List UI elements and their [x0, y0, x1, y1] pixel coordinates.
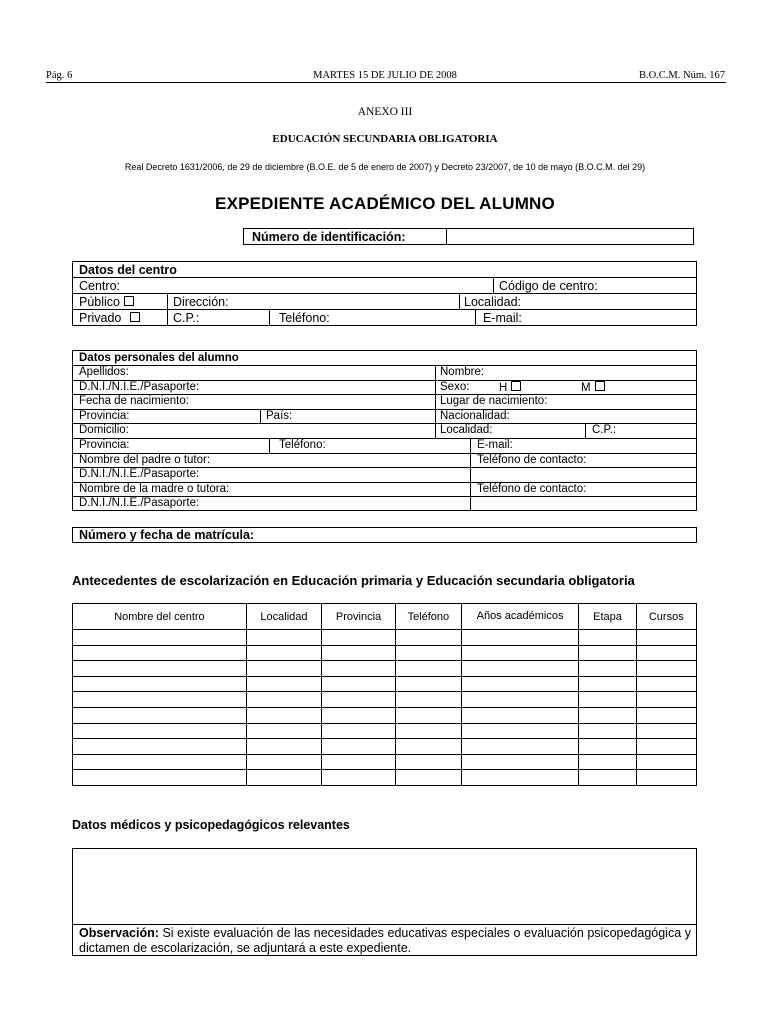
table-cell[interactable]: [246, 645, 321, 661]
table-cell[interactable]: [461, 676, 579, 692]
table-cell[interactable]: [461, 723, 579, 739]
antecedentes-table: [72, 603, 697, 786]
fecha-nacimiento-label: Fecha de nacimiento:: [79, 395, 189, 407]
col-telefono: Teléfono: [396, 604, 462, 630]
madre-telefono-label: Teléfono de contacto:: [477, 482, 587, 495]
alumno-telefono-label: Teléfono:: [279, 439, 326, 451]
provincia-domicilio-label: Provincia:: [79, 439, 130, 451]
centro-section: [72, 261, 697, 326]
table-cell[interactable]: [246, 707, 321, 723]
table-cell[interactable]: [636, 630, 696, 646]
matricula-box[interactable]: [72, 527, 697, 543]
pais-label: País:: [266, 409, 293, 422]
table-cell[interactable]: [579, 676, 636, 692]
observacion-label: Observación:: [79, 926, 159, 940]
publico-label: Público: [79, 295, 120, 309]
table-row: [73, 676, 697, 692]
table-cell[interactable]: [461, 645, 579, 661]
table-cell[interactable]: [246, 739, 321, 755]
table-cell[interactable]: [461, 692, 579, 708]
medicos-heading: Datos médicos y psicopedagógicos relevantes: [72, 818, 350, 832]
table-cell[interactable]: [396, 770, 462, 786]
table-cell[interactable]: [322, 630, 396, 646]
table-row: [73, 661, 697, 677]
medicos-field[interactable]: [73, 849, 696, 924]
nacionalidad-label: Nacionalidad:: [440, 409, 510, 422]
table-cell[interactable]: [322, 692, 396, 708]
centro-heading: Datos del centro: [79, 263, 177, 277]
bulletin-number: B.O.C.M. Núm. 167: [638, 70, 725, 81]
madre-label: Nombre de la madre o tutora:: [79, 482, 230, 495]
padre-label: Nombre del padre o tutor:: [79, 453, 211, 466]
subject-title: EDUCACIÓN SECUNDARIA OBLIGATORIA: [272, 133, 498, 145]
table-row: [73, 707, 697, 723]
table-cell[interactable]: [246, 692, 321, 708]
padre-telefono-label: Teléfono de contacto:: [477, 453, 587, 466]
codigo-centro-label: Código de centro:: [499, 279, 598, 293]
centro-label: Centro:: [79, 279, 120, 293]
table-row: [73, 770, 697, 786]
table-cell[interactable]: [73, 630, 247, 646]
table-cell[interactable]: [73, 645, 247, 661]
table-cell[interactable]: [636, 739, 696, 755]
table-cell[interactable]: [396, 676, 462, 692]
alumno-localidad-label: Localidad:: [440, 424, 493, 436]
page-number: Pág. 6: [46, 70, 73, 81]
alumno-email-label: E-mail:: [477, 439, 513, 451]
table-cell[interactable]: [461, 630, 579, 646]
table-cell[interactable]: [322, 707, 396, 723]
sexo-h-label: H: [499, 381, 508, 394]
table-cell[interactable]: [636, 770, 696, 786]
table-cell[interactable]: [396, 723, 462, 739]
table-cell[interactable]: [246, 770, 321, 786]
observacion-text: Si existe evaluación de las necesidades educativas especiales o evaluación psicopedagógica y dictamen de escolarización, se adjuntará a este expediente.: [79, 926, 691, 955]
table-cell[interactable]: [636, 723, 696, 739]
table-cell[interactable]: [396, 707, 462, 723]
col-anos-academicos: Años académicos: [461, 604, 579, 630]
table-cell[interactable]: [396, 645, 462, 661]
table-cell[interactable]: [636, 754, 696, 770]
table-cell[interactable]: [636, 707, 696, 723]
table-row: [73, 692, 697, 708]
table-cell[interactable]: [246, 661, 321, 677]
observacion-note: [79, 926, 691, 956]
table-row: [73, 645, 697, 661]
header-rule: [46, 82, 726, 83]
lugar-nacimiento-label: Lugar de nacimiento:: [440, 395, 548, 407]
table-cell[interactable]: [322, 723, 396, 739]
direccion-label: Dirección:: [173, 295, 229, 309]
table-cell[interactable]: [636, 645, 696, 661]
alumno-cp-label: C.P.:: [592, 424, 617, 436]
col-cursos: Cursos: [636, 604, 696, 630]
decree-reference: Real Decreto 1631/2006, de 29 de diciembre (B.O.E. de 5 de enero de 2007) y Decreto 23/2007, de 10 de mayo (B.O.C.M. del 29): [124, 162, 646, 172]
alumno-dni-label: D.N.I./N.I.E./Pasaporte:: [79, 380, 200, 393]
col-nombre-centro: Nombre del centro: [73, 604, 247, 630]
bulletin-date: MARTES 15 DE JULIO DE 2008: [313, 70, 457, 81]
col-localidad: Localidad: [246, 604, 321, 630]
provincia-nacimiento-label: Provincia:: [79, 409, 130, 422]
table-cell[interactable]: [461, 754, 579, 770]
table-cell[interactable]: [636, 676, 696, 692]
id-field[interactable]: [449, 230, 693, 243]
table-cell[interactable]: [396, 692, 462, 708]
table-cell[interactable]: [461, 661, 579, 677]
table-cell[interactable]: [73, 692, 247, 708]
id-label: Número de identificación:: [252, 230, 406, 244]
sexo-h-checkbox[interactable]: [511, 381, 521, 391]
table-row: [73, 630, 697, 646]
table-cell[interactable]: [579, 692, 636, 708]
centro-email-label: E-mail:: [483, 311, 522, 325]
sexo-m-checkbox[interactable]: [595, 381, 605, 391]
nombre-label: Nombre:: [440, 366, 485, 378]
table-cell[interactable]: [73, 676, 247, 692]
alumno-heading: Datos personales del alumno: [79, 352, 239, 364]
apellidos-label: Apellidos:: [79, 366, 129, 378]
table-cell[interactable]: [73, 754, 247, 770]
table-cell[interactable]: [396, 630, 462, 646]
document-title: EXPEDIENTE ACADÉMICO DEL ALUMNO: [215, 194, 555, 213]
col-provincia: Provincia: [322, 604, 396, 630]
antecedentes-header-row: [73, 604, 697, 630]
table-cell[interactable]: [461, 770, 579, 786]
table-cell[interactable]: [579, 645, 636, 661]
table-cell[interactable]: [322, 739, 396, 755]
table-row: [73, 739, 697, 755]
table-row: [73, 723, 697, 739]
table-cell[interactable]: [73, 739, 247, 755]
centro-telefono-label: Teléfono:: [279, 311, 330, 325]
table-cell[interactable]: [636, 661, 696, 677]
table-cell[interactable]: [579, 754, 636, 770]
centro-localidad-label: Localidad:: [464, 295, 521, 309]
table-cell[interactable]: [461, 707, 579, 723]
table-cell[interactable]: [579, 630, 636, 646]
annex-title: ANEXO III: [357, 106, 413, 118]
table-cell[interactable]: [246, 723, 321, 739]
medicos-box: [72, 848, 697, 956]
table-cell[interactable]: [322, 754, 396, 770]
table-cell[interactable]: [396, 754, 462, 770]
col-etapa: Etapa: [579, 604, 636, 630]
table-cell[interactable]: [73, 707, 247, 723]
table-cell[interactable]: [579, 707, 636, 723]
table-cell[interactable]: [246, 676, 321, 692]
table-cell[interactable]: [73, 770, 247, 786]
madre-dni-label: D.N.I./N.I.E./Pasaporte:: [79, 497, 200, 509]
table-cell[interactable]: [579, 661, 636, 677]
table-cell[interactable]: [322, 770, 396, 786]
table-cell[interactable]: [322, 661, 396, 677]
table-cell[interactable]: [246, 754, 321, 770]
table-cell[interactable]: [396, 661, 462, 677]
sexo-label: Sexo:: [440, 380, 470, 393]
privado-checkbox[interactable]: [130, 312, 140, 322]
publico-checkbox[interactable]: [124, 296, 134, 306]
table-cell[interactable]: [396, 739, 462, 755]
sexo-m-label: M: [581, 381, 591, 394]
table-cell[interactable]: [322, 645, 396, 661]
table-cell[interactable]: [246, 630, 321, 646]
centro-cp-label: C.P.:: [173, 311, 200, 325]
domicilio-label: Domicilio:: [79, 424, 129, 436]
matricula-label: Número y fecha de matrícula:: [79, 528, 255, 542]
antecedentes-heading: Antecedentes de escolarización en Educación primaria y Educación secundaria obligatoria: [72, 573, 635, 588]
table-cell[interactable]: [636, 692, 696, 708]
privado-label: Privado: [79, 311, 122, 325]
table-cell[interactable]: [322, 676, 396, 692]
table-cell[interactable]: [73, 723, 247, 739]
id-box: [243, 228, 694, 245]
table-cell[interactable]: [73, 661, 247, 677]
table-cell[interactable]: [579, 770, 636, 786]
alumno-section: [72, 350, 697, 511]
table-cell[interactable]: [461, 739, 579, 755]
table-cell[interactable]: [579, 723, 636, 739]
table-cell[interactable]: [579, 739, 636, 755]
padre-dni-label: D.N.I./N.I.E./Pasaporte:: [79, 468, 200, 480]
table-row: [73, 754, 697, 770]
